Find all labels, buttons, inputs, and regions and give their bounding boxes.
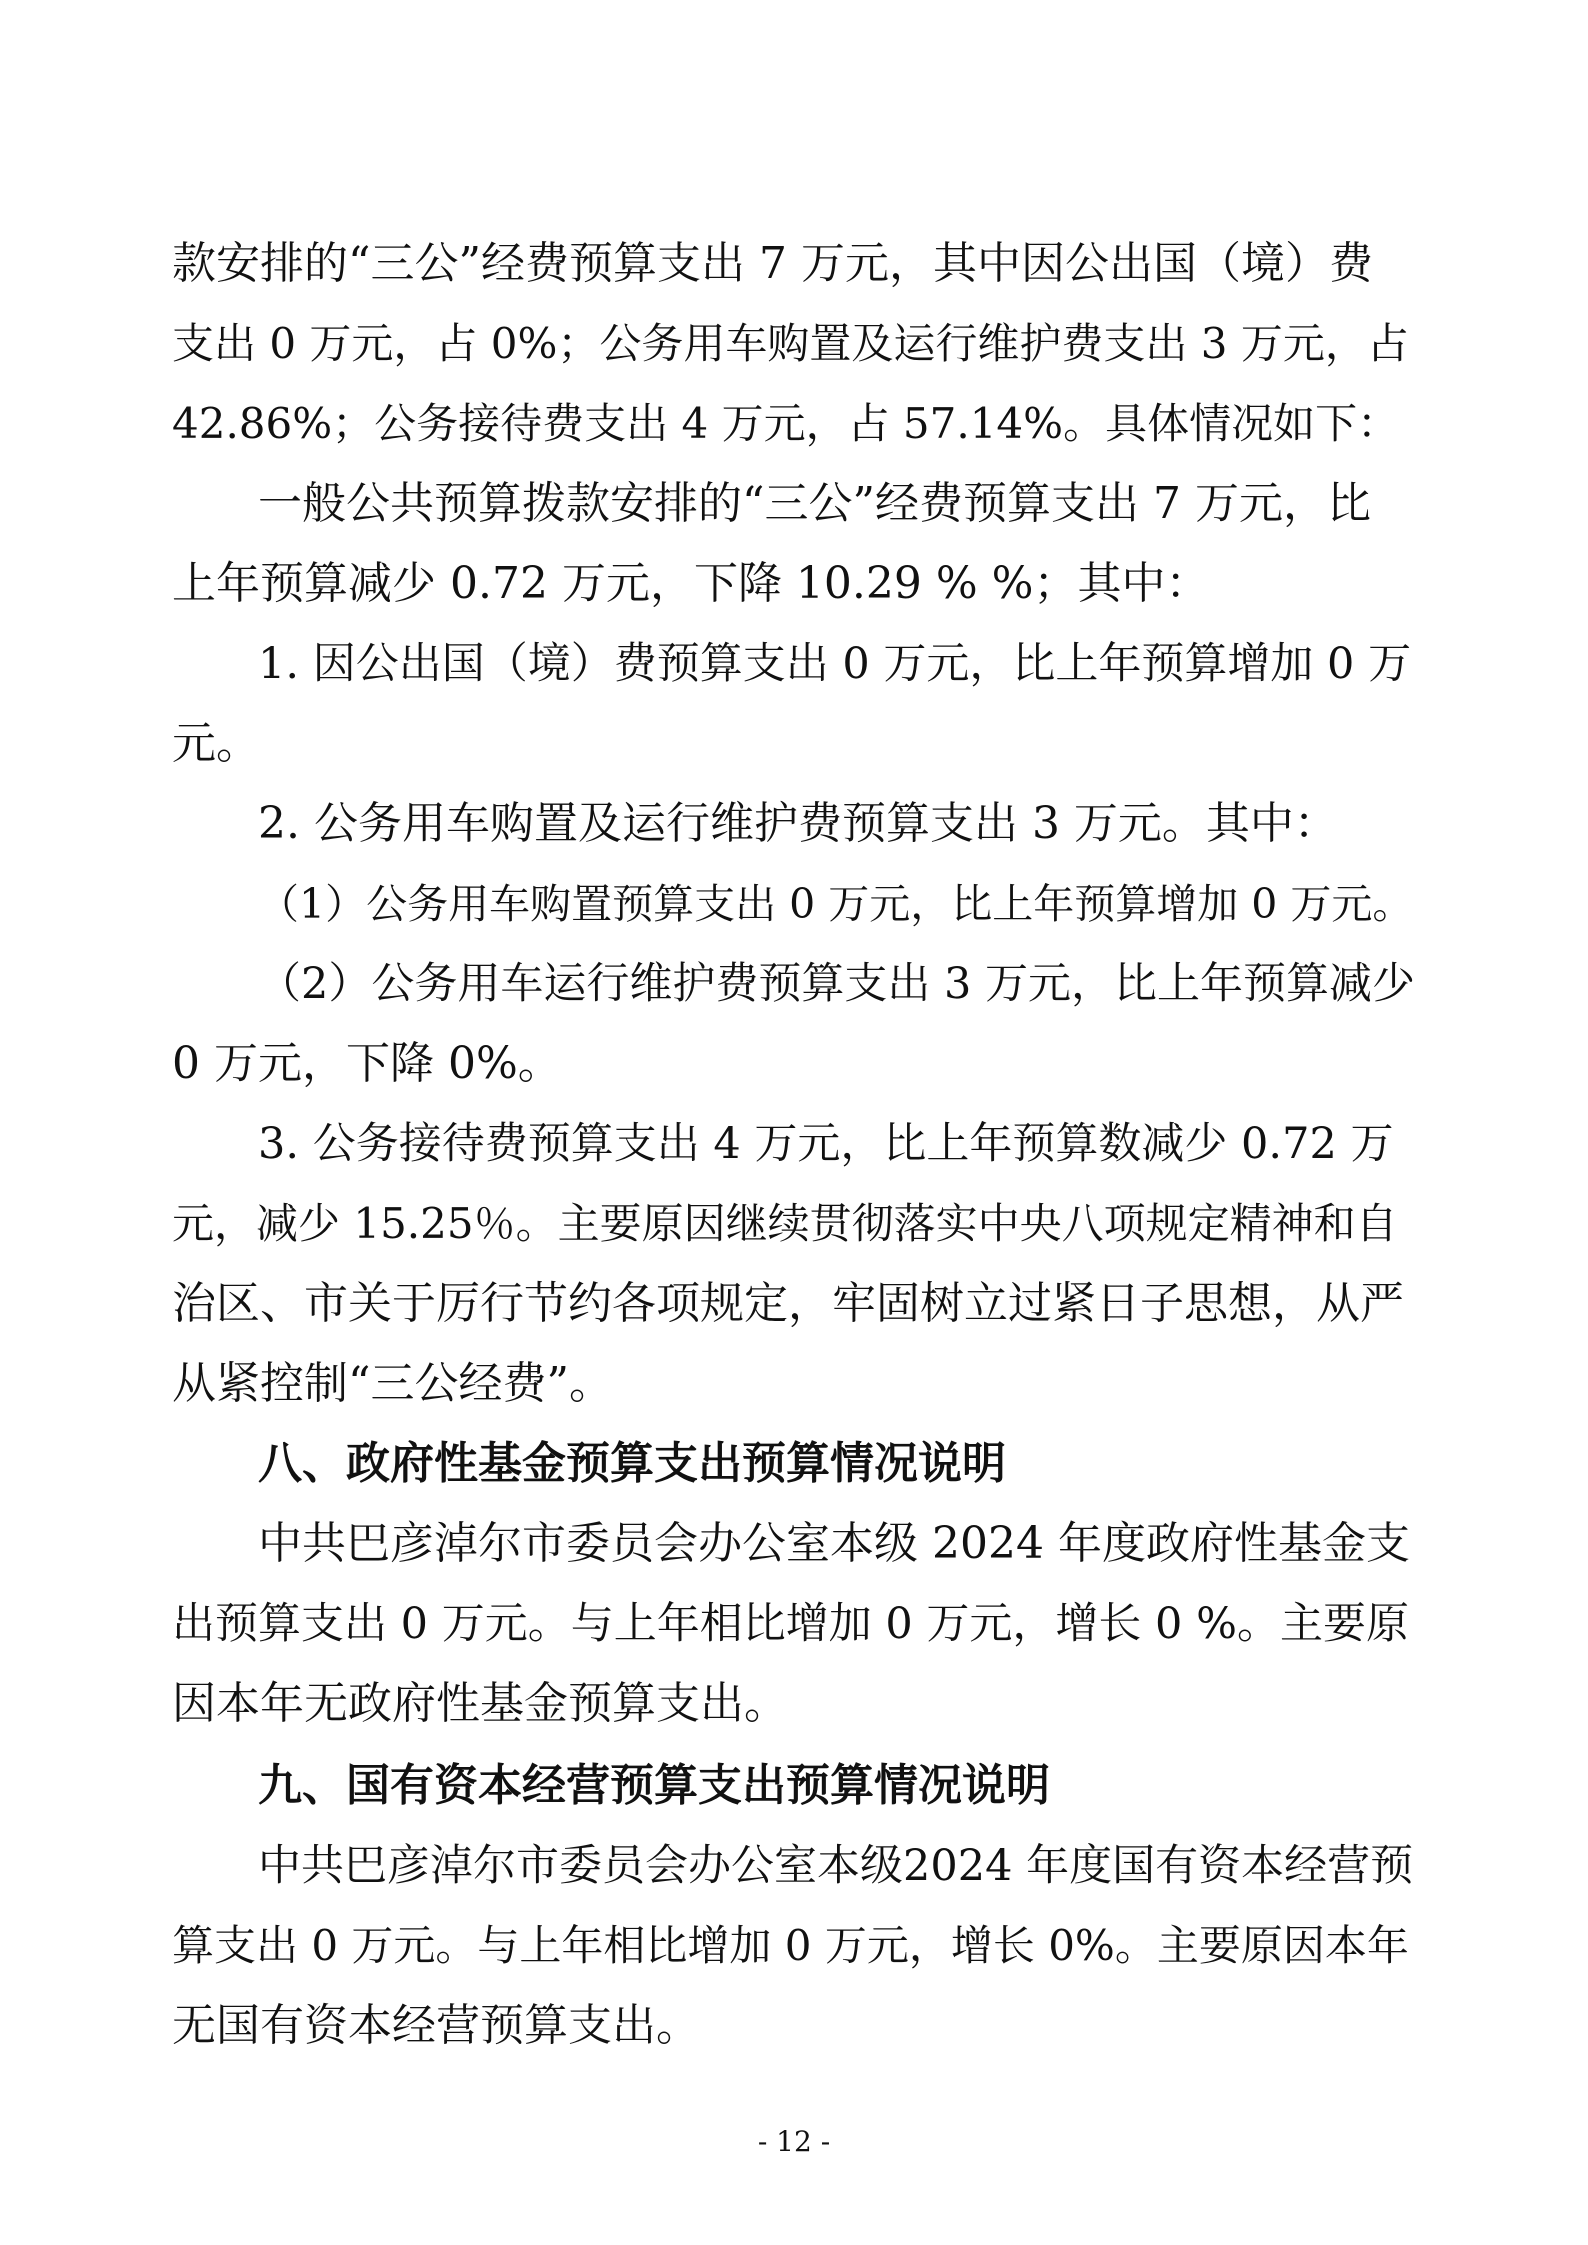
section-heading-state-capital: 九、国有资本经营预算支出预算情况说明 [258,1760,1050,1811]
text-line: 3. 公务接待费预算支出 4 万元，比上年预算数减少 0.72 万 [258,1119,1394,1169]
text-line: 从紧控制“三公经费”。 [172,1358,613,1409]
text-line: 中共巴彦淖尔市委员会办公室本级 2024 年度政府性基金支 [258,1518,1410,1569]
text-line: 支出 0 万元，占 0%；公务用车购置及运行维护费支出 3 万元，占 [172,319,1409,368]
text-line: 款安排的“三公”经费预算支出 7 万元，其中因公出国（境）费 [172,238,1373,289]
section-heading-government-fund: 八、政府性基金预算支出预算情况说明 [258,1438,1006,1489]
text-line: 42.86%；公务接待费支出 4 万元，占 57.14%。具体情况如下： [172,399,1400,448]
text-line: 中共巴彦淖尔市委员会办公室本级2024 年度国有资本经营预 [258,1841,1414,1891]
text-line: （1）公务用车购置预算支出 0 万元，比上年预算增加 0 万元。 [258,880,1414,928]
text-line: 治区、市关于厉行节约各项规定，牢固树立过紧日子思想，从严 [172,1278,1404,1329]
text-line: 0 万元，下降 0%。 [172,1038,562,1089]
text-line: 1. 因公出国（境）费预算支出 0 万元，比上年预算增加 0 万 [258,639,1412,689]
text-line: 算支出 0 万元。与上年相比增加 0 万元，增长 0%。主要原因本年 [172,1921,1409,1970]
text-line: 无国有资本经营预算支出。 [172,2000,700,2051]
text-line: 元。 [172,718,260,769]
text-line: 元，减少 15.25％。主要原因继续贯彻落实中央八项规定精神和自 [172,1199,1398,1248]
text-line: 2. 公务用车购置及运行维护费预算支出 3 万元。其中： [258,798,1338,849]
text-line: 因本年无政府性基金预算支出。 [172,1678,788,1729]
text-line: 一般公共预算拨款安排的“三公”经费预算支出 7 万元，比 [258,478,1371,529]
page-number: - 12 - [757,2125,831,2158]
text-line: 上年预算减少 0.72 万元，下降 10.29 % %；其中： [172,558,1210,609]
text-line: （2）公务用车运行维护费预算支出 3 万元，比上年预算减少 [258,959,1416,1009]
text-line: 出预算支出 0 万元。与上年相比增加 0 万元，增长 0 %。主要原 [172,1599,1409,1649]
